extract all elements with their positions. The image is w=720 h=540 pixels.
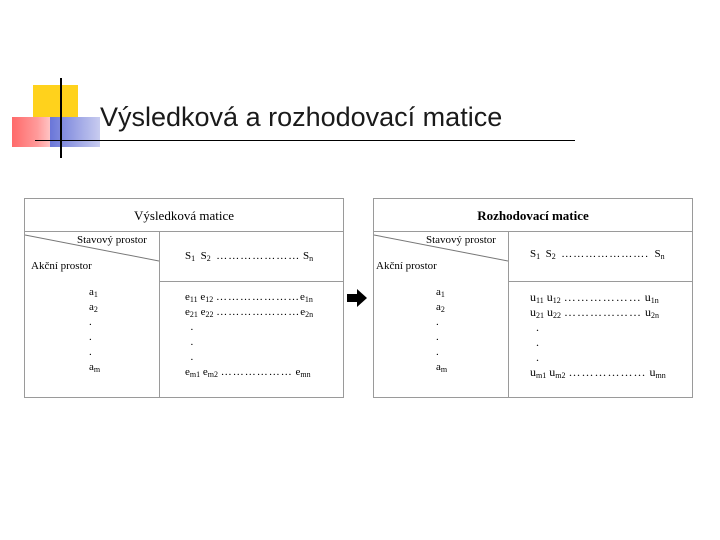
- action-dot: .: [436, 316, 439, 328]
- column-divider: [508, 231, 509, 397]
- state-sn: $S_n$: [303, 250, 314, 263]
- decision-row-2: $u_{21}$ $u_{22}$ ……………… $u_{2n}$: [530, 305, 659, 320]
- action-a1: $a_1$: [89, 286, 98, 299]
- state-s1: $S_1$: [530, 248, 541, 261]
- action-list: [436, 285, 447, 375]
- state-dots: ………………….: [561, 248, 649, 260]
- result-row-dot: .: [190, 321, 194, 333]
- decision-values: [530, 290, 666, 380]
- state-s2: $S_2$: [545, 248, 556, 261]
- state-space-label: Stavový prostor: [77, 234, 147, 246]
- header-divider: [508, 281, 692, 282]
- action-a2: $a_2$: [89, 301, 98, 314]
- decision-row-dot: .: [536, 335, 539, 349]
- slide-title: Výsledková a rozhodovací matice: [100, 102, 503, 132]
- column-divider: [159, 231, 160, 397]
- state-headers: [185, 249, 313, 266]
- decision-row-m: $u_{m1}$ $u_{m2}$ ……………… $u_{mn}$: [530, 365, 666, 380]
- result-row-m: $e_{m1}$ $e_{m2}$ ……………… $e_{mn}$: [185, 366, 311, 379]
- state-s1: $S_1$: [185, 250, 196, 263]
- decor-vertical-line: [60, 78, 62, 158]
- action-a2: $a_2$: [436, 301, 445, 314]
- result-matrix-heading: Výsledková matice: [25, 199, 343, 232]
- title-underline: [35, 140, 575, 141]
- decision-matrix-table: [373, 198, 693, 398]
- result-row-dot: .: [190, 336, 194, 348]
- header-divider: [159, 281, 343, 282]
- action-dot: .: [89, 316, 92, 328]
- action-a1: $a_1$: [436, 286, 445, 299]
- result-row-2: $e_{21}$ $e_{22}$ $\dots\dots\dots\dots\dots\dots\dots e_{2n}$: [185, 306, 314, 319]
- decision-matrix-heading: Rozhodovací matice: [374, 199, 692, 232]
- action-am: $a_m$: [89, 361, 101, 374]
- result-values: [185, 290, 313, 380]
- decor-blue-bar: [50, 117, 100, 147]
- state-sn: $S_n$: [654, 248, 665, 261]
- decision-row-dot: .: [536, 320, 539, 334]
- action-list: [89, 285, 100, 375]
- action-dot: .: [89, 331, 92, 343]
- action-dot: .: [436, 331, 439, 343]
- state-headers: [530, 247, 665, 264]
- state-s2: $S_2$: [200, 250, 211, 263]
- result-row-1: $e_{11}$ $e_{12}$ $\dots\dots\dots\dots\dots\dots\dots e_{1n}$: [185, 291, 313, 304]
- action-dot: .: [436, 346, 439, 358]
- action-space-label: Akční prostor: [376, 260, 437, 272]
- result-row-dot: .: [190, 351, 194, 363]
- state-space-label: Stavový prostor: [426, 234, 496, 246]
- decision-row-dot: .: [536, 350, 539, 364]
- action-am: $a_m$: [436, 361, 448, 374]
- action-dot: .: [89, 346, 92, 358]
- state-dots: …………………: [216, 250, 301, 262]
- action-space-label: Akční prostor: [31, 260, 92, 272]
- decision-row-1: $u_{11}$ $u_{12}$ ……………… $u_{1n}$: [530, 290, 659, 305]
- decor-red-bar: [12, 117, 54, 147]
- result-matrix-table: [24, 198, 344, 398]
- right-arrow-icon: [345, 288, 369, 308]
